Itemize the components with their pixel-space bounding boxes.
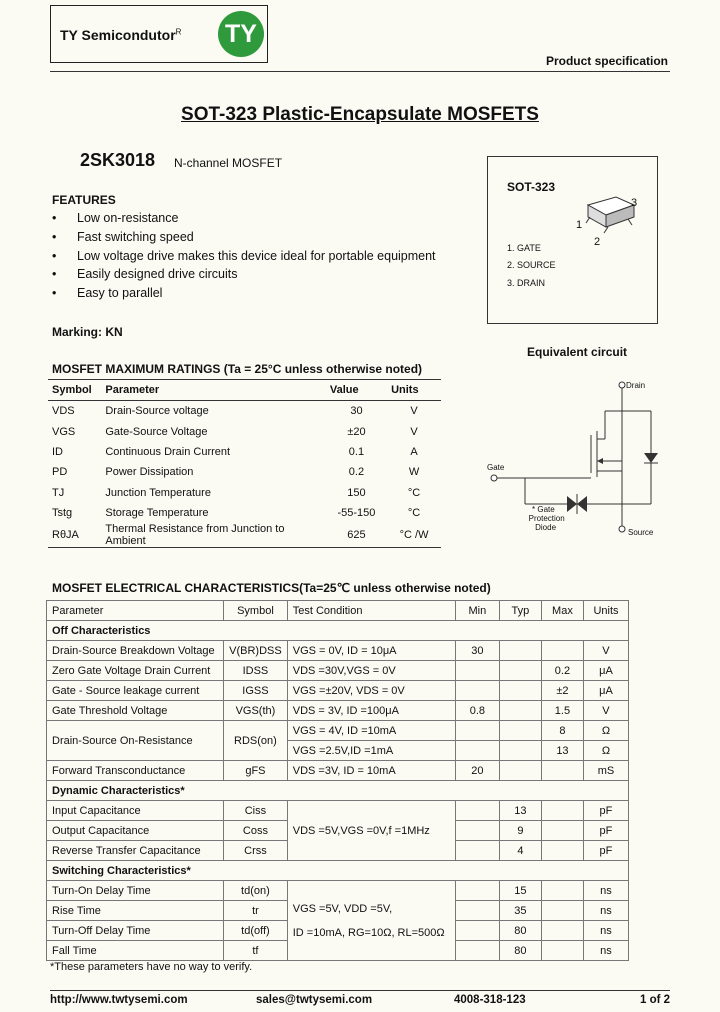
units-cell: μA — [583, 681, 628, 701]
parameter-cell: Junction Temperature — [105, 486, 211, 499]
electrical-heading: MOSFET ELECTRICAL CHARACTERISTICS(Ta=25℃ unless otherwise noted) — [52, 581, 491, 595]
min-cell: 0.8 — [455, 701, 499, 721]
symbol-cell: Tstg — [52, 506, 73, 519]
max-cell: 0.2 — [541, 661, 583, 681]
value-cell: ±20 — [347, 425, 366, 438]
table-row — [48, 422, 441, 442]
feature-item: • Easy to parallel — [52, 286, 436, 305]
symbol-cell: Coss — [224, 821, 288, 841]
condition-cell: VDS =3V, ID = 10mA — [287, 761, 455, 781]
brand-name: TY Semicondutor$^R$ — [60, 27, 182, 43]
condition-cell: VGS = 0V, ID = 10μA — [287, 641, 455, 661]
column-header: Min — [455, 601, 499, 621]
column-header: Typ — [499, 601, 541, 621]
marking: Marking: KN — [52, 325, 123, 339]
feature-item: • Low on-resistance — [52, 211, 436, 230]
symbol-cell: IDSS — [224, 661, 288, 681]
column-header: Parameter — [105, 384, 160, 397]
circuit-drain-label: Drain — [626, 381, 646, 390]
circuit-gate-label: Gate — [487, 463, 505, 472]
table-row — [47, 641, 629, 661]
table-header-row — [47, 601, 629, 621]
value-cell: -55-150 — [337, 506, 376, 519]
table-row — [48, 462, 441, 482]
footer-url-link[interactable]: http://www.twtysemi.com — [50, 994, 188, 1006]
units-cell: V — [583, 641, 628, 661]
symbol-cell: VDS — [52, 405, 75, 418]
min-cell — [455, 681, 499, 701]
table-row — [47, 761, 629, 781]
feature-item: • Fast switching speed — [52, 230, 436, 249]
units-cell: ns — [583, 881, 628, 901]
footnote: *These parameters have no way to verify. — [50, 961, 253, 973]
units-cell: μA — [583, 661, 628, 681]
section-row — [47, 781, 629, 801]
parameter-cell: Drain-Source voltage — [105, 405, 209, 418]
typ-cell: 15 — [499, 881, 541, 901]
parameter-cell: Storage Temperature — [105, 506, 209, 519]
symbol-cell: Crss — [224, 841, 288, 861]
max-ratings-heading: MOSFET MAXIMUM RATINGS (Ta = 25°C unless otherwise noted) — [52, 362, 423, 376]
max-cell: 13 — [541, 741, 583, 761]
units-cell: A — [410, 446, 418, 459]
symbol-cell: td(on) — [224, 881, 288, 901]
min-cell: 20 — [455, 761, 499, 781]
table-row — [48, 523, 441, 548]
param-cell: Drain-Source On-Resistance — [47, 721, 224, 761]
units-cell: pF — [583, 801, 628, 821]
part-number: 2SK3018 — [80, 150, 156, 170]
symbol-cell: RθJA — [52, 529, 79, 542]
symbol-cell: td(off) — [224, 921, 288, 941]
symbol-cell: Ciss — [224, 801, 288, 821]
table-row — [48, 503, 441, 523]
header-rule — [50, 71, 670, 72]
package-name: SOT-323 — [507, 180, 556, 194]
units-cell: V — [410, 405, 418, 418]
symbol-cell: VGS — [52, 425, 76, 438]
units-cell: °C — [407, 506, 421, 519]
param-cell: Gate - Source leakage current — [47, 681, 224, 701]
units-cell: Ω — [583, 721, 628, 741]
pin-source: 2. SOURCE — [507, 260, 556, 270]
min-cell — [455, 661, 499, 681]
feature-item: • Easily designed drive circuits — [52, 267, 436, 286]
section-heading: Switching Characteristics* — [47, 861, 629, 881]
typ-cell — [499, 761, 541, 781]
condition-cell: VDS =30V,VGS = 0V — [287, 661, 455, 681]
column-header: Symbol — [52, 384, 92, 397]
footer-email-link[interactable]: sales@twtysemi.com — [256, 994, 373, 1006]
features-heading: FEATURES — [52, 193, 116, 207]
symbol-cell: VGS(th) — [224, 701, 288, 721]
param-cell: Output Capacitance — [47, 821, 224, 841]
table-row — [47, 881, 629, 901]
condition-cell: VGS =2.5V,ID =1mA — [287, 741, 455, 761]
symbol-cell: tf — [224, 941, 288, 961]
param-cell: Gate Threshold Voltage — [47, 701, 224, 721]
condition-cell: VDS = 3V, ID =100μA — [287, 701, 455, 721]
max-cell: 1.5 — [541, 701, 583, 721]
footer-phone: 4008-318-123 — [454, 994, 526, 1006]
table-row — [47, 661, 629, 681]
param-cell: Input Capacitance — [47, 801, 224, 821]
condition-cell: VGS = 4V, ID =10mA — [287, 721, 455, 741]
param-cell: Fall Time — [47, 941, 224, 961]
circuit-gate-protection-note: * Gate Protection Diode — [528, 505, 565, 532]
typ-cell: 80 — [499, 941, 541, 961]
column-header: Max — [541, 601, 583, 621]
column-header: Parameter — [47, 601, 224, 621]
package-outline-icon — [568, 187, 648, 247]
units-cell: Ω — [583, 741, 628, 761]
typ-cell: 35 — [499, 901, 541, 921]
ty-logo: TY — [218, 11, 264, 57]
circuit-source-label: Source — [628, 528, 654, 537]
parameter-cell: Gate-Source Voltage — [105, 425, 208, 438]
part-type: N-channel MOSFET — [174, 156, 283, 170]
table-header-row — [48, 380, 441, 401]
pin-label-2: 2 — [594, 236, 601, 248]
condition-cell: VDS =5V,VGS =0V,f =1MHz — [287, 801, 455, 861]
table-row — [47, 721, 629, 741]
pin-label-3: 3 — [631, 197, 638, 209]
typ-cell — [499, 681, 541, 701]
value-cell: 0.1 — [348, 446, 365, 459]
units-cell: ns — [583, 941, 628, 961]
product-specification: Product specification — [545, 54, 668, 68]
max-cell: ±2 — [541, 681, 583, 701]
electrical-table — [46, 600, 629, 961]
symbol-cell: V(BR)DSS — [224, 641, 288, 661]
value-cell: 30 — [350, 405, 363, 418]
units-cell: V — [583, 701, 628, 721]
registered-mark: R — [175, 27, 182, 37]
units-cell: mS — [583, 761, 628, 781]
typ-cell: 13 — [499, 801, 541, 821]
parameter-cell: Continuous Drain Current — [105, 446, 231, 459]
symbol-cell: tr — [224, 901, 288, 921]
param-cell: Forward Transconductance — [47, 761, 224, 781]
feature-item: • Low voltage drive makes this device ideal for portable equipment — [52, 249, 436, 268]
typ-cell — [499, 641, 541, 661]
min-cell: 30 — [455, 641, 499, 661]
units-cell: W — [408, 466, 420, 479]
symbol-cell: ID — [52, 446, 63, 459]
value-cell: 150 — [347, 486, 366, 499]
symbol-cell: TJ — [52, 486, 65, 499]
table-row — [48, 482, 441, 502]
column-header: Units — [583, 601, 628, 621]
parameter-cell: Power Dissipation — [105, 466, 194, 479]
pin-gate: 1. GATE — [507, 243, 541, 253]
section-heading: Dynamic Characteristics* — [47, 781, 629, 801]
column-header: Symbol — [224, 601, 288, 621]
equivalent-circuit-title: Equivalent circuit — [527, 345, 628, 359]
units-cell: °C — [407, 486, 421, 499]
package-box — [487, 156, 658, 324]
param-cell: Zero Gate Voltage Drain Current — [47, 661, 224, 681]
value-cell: 0.2 — [348, 466, 365, 479]
equivalent-circuit-diagram — [485, 375, 665, 545]
table-row — [47, 681, 629, 701]
max-cell — [541, 761, 583, 781]
pin-label-1: 1 — [576, 219, 583, 231]
param-cell: Rise Time — [47, 901, 224, 921]
typ-cell: 80 — [499, 921, 541, 941]
units-cell: pF — [583, 841, 628, 861]
footer-rule — [50, 990, 670, 991]
symbol-cell: IGSS — [224, 681, 288, 701]
table-row — [48, 401, 441, 422]
parameter-cell: Thermal Resistance from Junction to Ambient — [105, 523, 285, 548]
table-row — [47, 801, 629, 821]
value-cell: 625 — [347, 529, 366, 542]
param-cell: Turn-Off Delay Time — [47, 921, 224, 941]
column-header: Value — [329, 384, 359, 397]
max-cell: 8 — [541, 721, 583, 741]
param-cell: Turn-On Delay Time — [47, 881, 224, 901]
units-cell: V — [410, 425, 418, 438]
column-header: Units — [391, 384, 419, 397]
param-cell: Drain-Source Breakdown Voltage — [47, 641, 224, 661]
units-cell: ns — [583, 921, 628, 941]
param-cell: Reverse Transfer Capacitance — [47, 841, 224, 861]
table-row — [48, 442, 441, 462]
units-cell: pF — [583, 821, 628, 841]
typ-cell — [499, 661, 541, 681]
column-header: Test Condition — [287, 601, 455, 621]
document-title: SOT-323 Plastic-Encapsulate MOSFETS — [181, 104, 539, 125]
units-cell: ns — [583, 901, 628, 921]
condition-cell: VGS =±20V, VDS = 0V — [287, 681, 455, 701]
section-heading: Off Characteristics — [47, 621, 629, 641]
max-ratings-table — [48, 379, 441, 548]
features-list — [52, 211, 436, 305]
units-cell: °C /W — [399, 529, 429, 542]
typ-cell: 9 — [499, 821, 541, 841]
typ-cell: 4 — [499, 841, 541, 861]
symbol-cell: PD — [52, 466, 68, 479]
section-row — [47, 861, 629, 881]
typ-cell — [499, 701, 541, 721]
page-number: 1 of 2 — [640, 994, 671, 1006]
table-row — [47, 701, 629, 721]
symbol-cell: gFS — [224, 761, 288, 781]
section-row — [47, 621, 629, 641]
symbol-cell: RDS(on) — [224, 721, 288, 761]
condition-cell: VGS =5V, VDD =5V, ID =10mA, RG=10Ω, RL=500Ω — [287, 881, 455, 961]
max-cell — [541, 641, 583, 661]
pin-drain: 3. DRAIN — [507, 278, 546, 288]
